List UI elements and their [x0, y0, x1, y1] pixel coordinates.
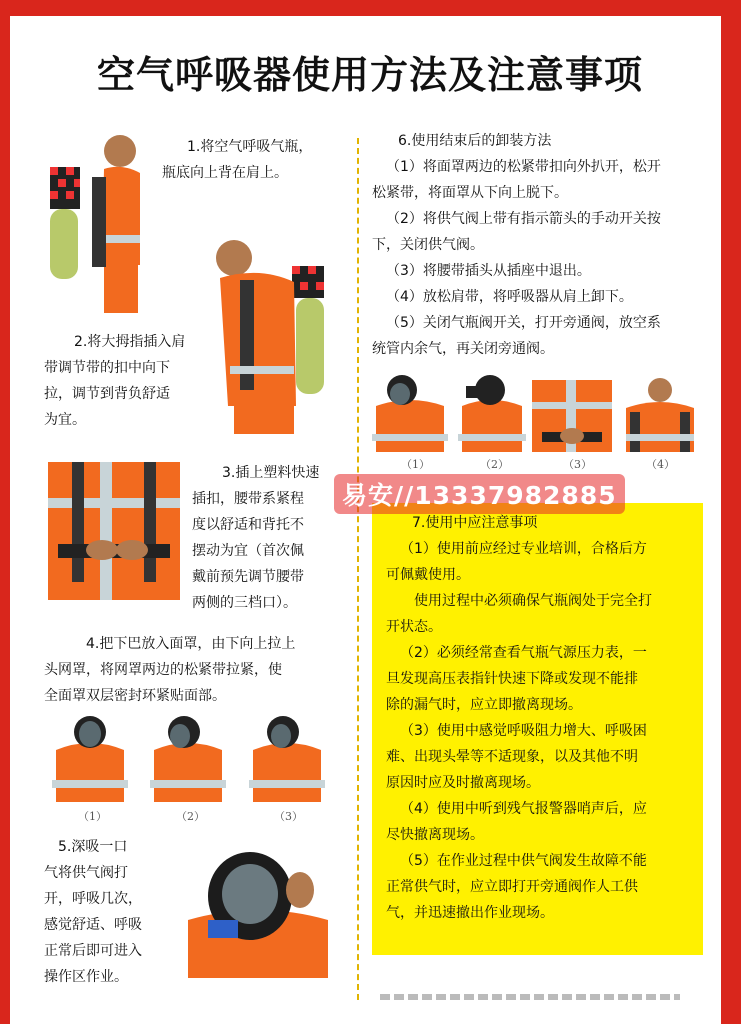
bottom-strip [380, 994, 680, 1000]
page-title: 空气呼吸器使用方法及注意事项 [96, 53, 643, 97]
step-3-text: 3.插上塑料快速 插扣，腰带系紧程 度以舒适和背托不 摆动为宜（首次佩 戴前预先调节腰带 两侧的三档口）。 [192, 465, 320, 611]
caption-left-3: （3） [274, 810, 303, 823]
hand-icon [560, 428, 584, 444]
step-1-text: 1.将空气呼吸气瓶， 瓶底向上背在肩上。 [162, 139, 313, 181]
border-left [0, 0, 10, 1024]
figure-mask-step-2 [150, 710, 226, 802]
hand-icon [86, 540, 118, 560]
figure-remove-step-2 [458, 372, 526, 452]
column-divider [357, 138, 359, 1000]
border-top [0, 0, 741, 16]
step-4-text: 4.把下巴放入面罩，由下向上拉上 头网罩，将网罩两边的松紧带拉紧，使 全面罩双层密封环紧贴面部。 [44, 636, 296, 704]
hand-icon [286, 872, 314, 908]
figure-remove-step-1 [372, 372, 448, 452]
figure-remove-step-4 [620, 378, 700, 452]
border-right [721, 0, 741, 1024]
figure-mask-step-1 [52, 710, 128, 802]
caption-right-2: （2） [480, 458, 509, 471]
head-icon [104, 135, 136, 167]
step-7-text: 7.使用中应注意事项 （1）使用前应经过专业培训，合格后方 可佩戴使用。 使用过程中必须确保气瓶阀处于完全打 开状态。 （2）必须经常查看气瓶气源压力表，一 旦发现高压表指针快速下降或发现不能排 除的漏气时，应立即撤离现场。 （3）使用中感觉呼吸阻力增大、呼吸困 难、出现头晕等不适现象，以及其他不明 原因时应及时撤离现场。 （4）使用中听到残气报警器哨声后，应 尽快撤离现场。 （5）在作业过程中供气阀发生故障不能 正常供气时，应立即打开旁通阀作人工供 气，并迅速撤出作业现场。 [386, 515, 652, 921]
caption-right-4: （4） [646, 458, 675, 471]
air-cylinder-icon [296, 298, 324, 394]
caption-left-2: （2） [176, 810, 205, 823]
head-icon [216, 240, 252, 276]
figure-mask-step-3 [249, 710, 325, 802]
caption-left-1: （1） [78, 810, 107, 823]
figure-adjust-shoulder-strap [200, 236, 338, 434]
figure-wearer-tank-on-back [44, 125, 142, 313]
figure-open-supply-valve [188, 850, 328, 978]
figure-remove-step-3 [532, 380, 612, 452]
watermark: 易安//13337982885 [334, 474, 625, 514]
caption-right-3: （3） [563, 458, 592, 471]
step-5-text: 5.深吸一口 气将供气阀打 开，呼吸几次， 感觉舒适、呼吸 正常后即可进入 操作区作业。 [44, 839, 142, 985]
hand-icon [116, 540, 148, 560]
caption-right-1: （1） [401, 458, 430, 471]
figure-fasten-waist-buckle [48, 462, 180, 600]
step-2-text: 2.将大拇指插入肩 带调节带的扣中向下 拉，调节到背负舒适 为宜。 [44, 334, 186, 428]
head-icon [648, 378, 672, 402]
step-6-text: 6.使用结束后的卸装方法 （1）将面罩两边的松紧带扣向外扒开，松开 松紧带，将面罩从下向上脱下。 （2）将供气阀上带有指示箭头的手动开关按 下，关闭供气阀。 （3）将腰带插头从插座中退出。 （4）放松肩带，将呼吸器从肩上卸下。 （5）关闭气瓶阀开关，打开旁通阀，放空系 统管内余气，再关闭旁通阀。 [372, 133, 661, 357]
supply-valve-icon [208, 920, 238, 938]
air-cylinder-icon [50, 209, 78, 279]
